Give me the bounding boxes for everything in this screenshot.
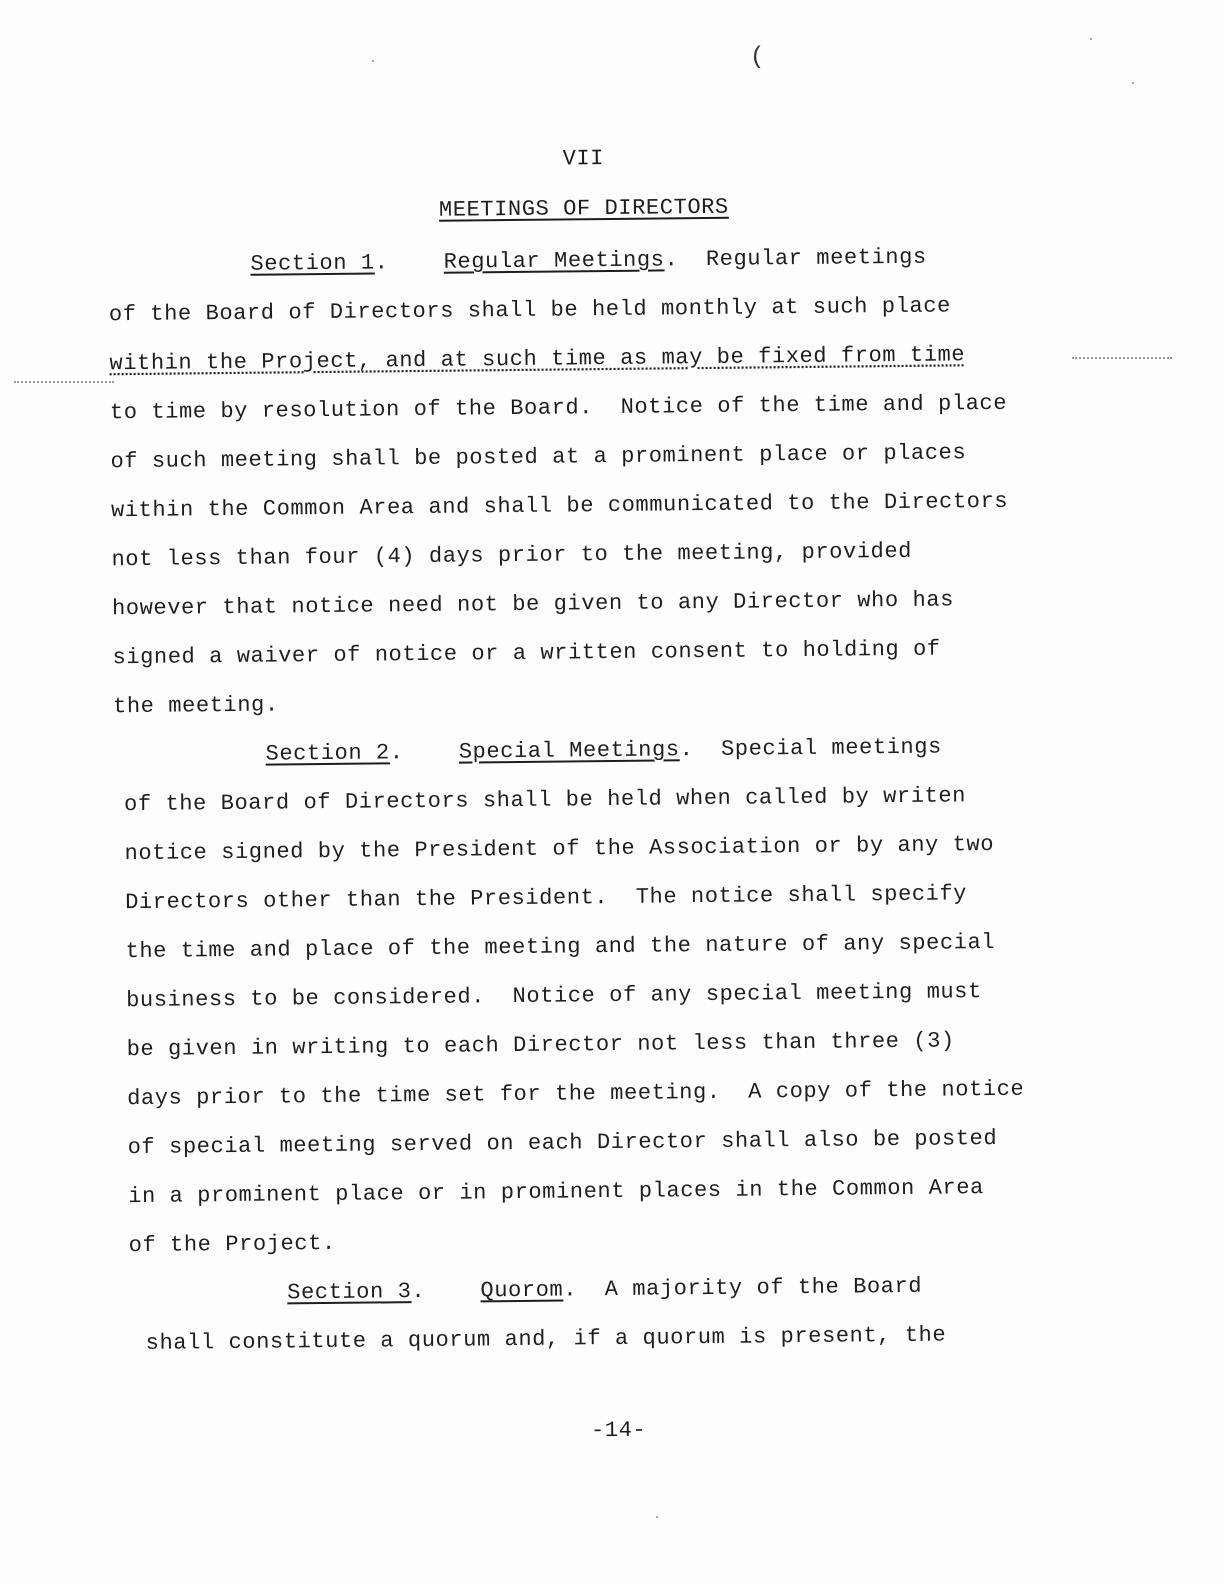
page-number: -14- bbox=[590, 1417, 647, 1444]
section-3-first-line-text: A majority of the Board bbox=[604, 1273, 923, 1303]
section-2-first-line-text: Special meetings bbox=[720, 734, 943, 762]
section-2-line: be given in writing to each Director not less than three (3) bbox=[126, 1028, 955, 1063]
section-1-line: of such meeting shall be posted at a prominent place or places bbox=[110, 440, 967, 475]
section-3-heading-line: Section 3. Quorom. A majority of the Board bbox=[287, 1273, 923, 1306]
section-2-line: of the Board of Directors shall be held when called by writen bbox=[123, 783, 967, 818]
section-2-line: of special meeting served on each Director shall also be posted bbox=[127, 1125, 998, 1161]
section-2-line: Directors other than the President. The notice shall specify bbox=[125, 881, 968, 916]
section-2-line: notice signed by the President of the Association or by any two bbox=[124, 832, 995, 867]
section-2-line: the time and place of the meeting and the nature of any special bbox=[125, 929, 996, 965]
section-2-heading-line: Section 2. Special Meetings. Special meetings bbox=[265, 734, 943, 767]
section-2-line: days prior to the time set for the meeting. A copy of the notice bbox=[127, 1076, 1025, 1112]
section-1-heading: Regular Meetings bbox=[443, 247, 665, 275]
article-title-text: MEETINGS OF DIRECTORS bbox=[438, 194, 729, 223]
section-1-line: to time by resolution of the Board. Notice of the time and place bbox=[109, 390, 1008, 426]
section-3-line: shall constitute a quorum and, if a quorum is present, the bbox=[145, 1322, 947, 1356]
stray-paren-mark: ( bbox=[750, 44, 766, 71]
section-2-line: business to be considered. Notice of any special meeting must bbox=[126, 979, 982, 1014]
section-1-line-text: within the Project, and at such time as may be fixed from time bbox=[109, 342, 966, 377]
section-1-line: of the Board of Directors shall be held monthly at such place bbox=[108, 293, 951, 328]
article-title bbox=[0, 190, 1174, 227]
section-1-line: not less than four (4) days prior to the meeting, provided bbox=[111, 538, 913, 573]
section-1-heading-line: Section 1. Regular Meetings. Regular meetings bbox=[250, 244, 927, 277]
section-2-label: Section 2 bbox=[265, 740, 390, 767]
section-2-line: in a prominent place or in prominent places in the Common Area bbox=[128, 1175, 985, 1210]
section-3-label: Section 3 bbox=[287, 1279, 412, 1306]
section-1-line bbox=[109, 342, 965, 376]
section-1-line: within the Common Area and shall be communicated to the Directors bbox=[110, 488, 1009, 524]
section-2-heading: Special Meetings bbox=[458, 737, 680, 765]
section-1-line: signed a waiver of notice or a written consent to holding of bbox=[112, 636, 941, 671]
section-2-line: of the Project. bbox=[128, 1230, 336, 1259]
section-1-first-line-text: Regular meetings bbox=[705, 244, 927, 272]
section-1-line: however that notice need not be given to any Director who has bbox=[111, 587, 955, 622]
section-1-line: the meeting. bbox=[112, 692, 279, 720]
section-3-heading: Quorom bbox=[480, 1277, 564, 1304]
section-1-label: Section 1 bbox=[250, 250, 375, 277]
article-number: VII bbox=[562, 146, 605, 172]
